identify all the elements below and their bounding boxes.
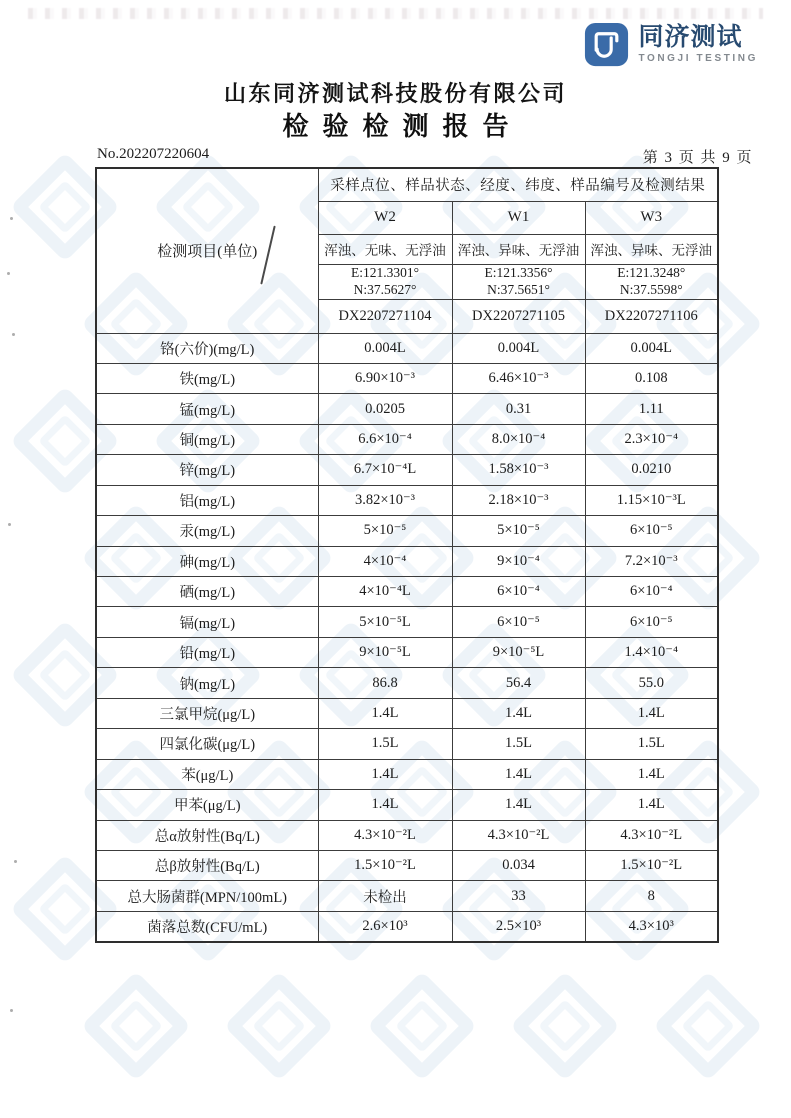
meta-row	[97, 146, 753, 166]
table-row	[96, 698, 718, 728]
table-row	[96, 516, 718, 546]
result-value: 6×10⁻⁵	[585, 607, 718, 637]
table-row	[96, 759, 718, 789]
report-number: No.202207220604	[97, 146, 210, 162]
tongji-logo-icon	[584, 22, 629, 67]
column-id: W1	[452, 201, 585, 234]
result-value: 未检出	[318, 881, 452, 911]
result-value: 33	[452, 881, 585, 911]
sample-state: 浑浊、异味、无浮油	[452, 234, 585, 264]
corner-cell	[96, 168, 318, 333]
result-value: 6.90×10⁻³	[318, 363, 452, 393]
sample-number: DX2207271104	[318, 299, 452, 333]
result-value: 8	[585, 881, 718, 911]
sample-coordinates	[452, 264, 585, 299]
span-header: 采样点位、样品状态、经度、纬度、样品编号及检测结果	[318, 168, 718, 201]
result-value: 6.7×10⁻⁴L	[318, 455, 452, 485]
column-id: W2	[318, 201, 452, 234]
table-row	[96, 820, 718, 850]
result-value: 1.5×10⁻²L	[585, 850, 718, 880]
result-value: 1.4L	[318, 790, 452, 820]
result-value: 6.46×10⁻³	[452, 363, 585, 393]
param-name: 铁(mg/L)	[96, 363, 318, 393]
latitude: N:37.5598°	[619, 281, 683, 297]
result-value: 0.31	[452, 394, 585, 424]
table-row	[96, 607, 718, 637]
result-value: 56.4	[452, 668, 585, 698]
result-value: 1.5×10⁻²L	[318, 850, 452, 880]
result-value: 0.0210	[585, 455, 718, 485]
result-value: 2.18×10⁻³	[452, 485, 585, 515]
scan-speck	[14, 860, 17, 863]
param-name: 苯(μg/L)	[96, 759, 318, 789]
result-value: 1.4L	[318, 759, 452, 789]
result-value: 5×10⁻⁵L	[318, 607, 452, 637]
result-value: 1.4L	[585, 759, 718, 789]
param-name: 四氯化碳(μg/L)	[96, 729, 318, 759]
tongji-logo	[584, 22, 758, 67]
table-row	[96, 424, 718, 454]
sample-coordinates	[585, 264, 718, 299]
result-value: 1.4L	[585, 790, 718, 820]
longitude: E:121.3356°	[484, 265, 553, 281]
table-row	[96, 546, 718, 576]
param-name: 砷(mg/L)	[96, 546, 318, 576]
result-value: 4.3×10³	[585, 911, 718, 941]
result-value: 1.4L	[452, 698, 585, 728]
param-name: 三氯甲烷(μg/L)	[96, 698, 318, 728]
result-value: 6×10⁻⁵	[585, 516, 718, 546]
logo-brand-en: TONGJI TESTING	[638, 53, 758, 64]
result-value: 1.5L	[318, 729, 452, 759]
result-value: 1.58×10⁻³	[452, 455, 585, 485]
result-value: 1.4L	[585, 698, 718, 728]
table-row	[96, 790, 718, 820]
scan-noise-strip	[28, 8, 763, 19]
table-row	[96, 668, 718, 698]
result-value: 6.6×10⁻⁴	[318, 424, 452, 454]
scan-speck	[7, 272, 10, 275]
slash-mark	[260, 226, 275, 285]
result-value: 0.034	[452, 850, 585, 880]
latitude: N:37.5627°	[353, 281, 417, 297]
result-value: 4×10⁻⁴	[318, 546, 452, 576]
param-name: 铝(mg/L)	[96, 485, 318, 515]
result-value: 0.004L	[318, 333, 452, 363]
company-name: 山东同济测试科技股份有限公司	[223, 81, 567, 106]
watermark-diamond	[367, 971, 477, 1081]
param-name: 硒(mg/L)	[96, 577, 318, 607]
page-indicator: 第 3 页 共 9 页	[642, 150, 753, 166]
result-value: 3.82×10⁻³	[318, 485, 452, 515]
corner-label: 检测项目(单位)	[157, 244, 258, 261]
param-name: 总β放射性(Bq/L)	[96, 850, 318, 880]
param-name: 甲苯(μg/L)	[96, 790, 318, 820]
table-row	[96, 485, 718, 515]
watermark-diamond	[510, 971, 620, 1081]
result-value: 2.6×10³	[318, 911, 452, 941]
results-table	[95, 167, 719, 943]
result-value: 0.004L	[452, 333, 585, 363]
result-value: 6×10⁻⁴	[452, 577, 585, 607]
result-value: 5×10⁻⁵	[318, 516, 452, 546]
table-row	[96, 333, 718, 363]
result-value: 5×10⁻⁵	[452, 516, 585, 546]
sample-state: 浑浊、无味、无浮油	[318, 234, 452, 264]
scan-speck	[10, 217, 13, 220]
table-row	[96, 394, 718, 424]
report-title: 检验检测报告	[282, 112, 523, 141]
param-name: 汞(mg/L)	[96, 516, 318, 546]
scan-speck	[12, 333, 15, 336]
param-name: 锌(mg/L)	[96, 455, 318, 485]
result-value: 0.108	[585, 363, 718, 393]
result-value: 9×10⁻⁵L	[318, 637, 452, 667]
column-id: W3	[585, 201, 718, 234]
result-value: 9×10⁻⁵L	[452, 637, 585, 667]
table-row	[96, 455, 718, 485]
param-name: 铜(mg/L)	[96, 424, 318, 454]
logo-brand-cn: 同济测试	[638, 23, 743, 51]
sample-number: DX2207271106	[585, 299, 718, 333]
scan-speck	[10, 1009, 13, 1012]
result-value: 6×10⁻⁴	[585, 577, 718, 607]
result-value: 4.3×10⁻²L	[585, 820, 718, 850]
scan-speck	[8, 523, 11, 526]
result-value: 86.8	[318, 668, 452, 698]
table-row	[96, 363, 718, 393]
result-value: 7.2×10⁻³	[585, 546, 718, 576]
result-value: 2.5×10³	[452, 911, 585, 941]
table-row	[96, 881, 718, 911]
result-value: 0.0205	[318, 394, 452, 424]
result-value: 8.0×10⁻⁴	[452, 424, 585, 454]
sample-number: DX2207271105	[452, 299, 585, 333]
result-value: 0.004L	[585, 333, 718, 363]
result-value: 4.3×10⁻²L	[318, 820, 452, 850]
result-value: 4×10⁻⁴L	[318, 577, 452, 607]
param-name: 钠(mg/L)	[96, 668, 318, 698]
logo-text	[638, 25, 758, 64]
result-value: 55.0	[585, 668, 718, 698]
param-name: 铬(六价)(mg/L)	[96, 333, 318, 363]
watermark-diamond	[81, 971, 191, 1081]
table-header	[96, 168, 718, 333]
result-value: 1.11	[585, 394, 718, 424]
param-name: 铅(mg/L)	[96, 637, 318, 667]
param-name: 锰(mg/L)	[96, 394, 318, 424]
result-value: 6×10⁻⁵	[452, 607, 585, 637]
latitude: N:37.5651°	[487, 281, 550, 297]
result-value: 9×10⁻⁴	[452, 546, 585, 576]
table-row	[96, 637, 718, 667]
table-row	[96, 911, 718, 941]
result-value: 2.3×10⁻⁴	[585, 424, 718, 454]
result-value: 1.4L	[452, 759, 585, 789]
watermark-diamond	[653, 971, 763, 1081]
table-body	[96, 333, 718, 942]
result-value: 1.4×10⁻⁴	[585, 637, 718, 667]
longitude: E:121.3248°	[617, 265, 686, 281]
sample-state: 浑浊、异味、无浮油	[585, 234, 718, 264]
result-value: 1.4L	[318, 698, 452, 728]
sample-coordinates	[318, 264, 452, 299]
table-row	[96, 729, 718, 759]
param-name: 镉(mg/L)	[96, 607, 318, 637]
result-value: 1.4L	[452, 790, 585, 820]
table-row	[96, 577, 718, 607]
result-value: 1.15×10⁻³L	[585, 485, 718, 515]
param-name: 总α放射性(Bq/L)	[96, 820, 318, 850]
result-value: 1.5L	[452, 729, 585, 759]
longitude: E:121.3301°	[350, 265, 420, 281]
result-value: 4.3×10⁻²L	[452, 820, 585, 850]
result-value: 1.5L	[585, 729, 718, 759]
param-name: 菌落总数(CFU/mL)	[96, 911, 318, 941]
watermark-diamond	[224, 971, 334, 1081]
table-row	[96, 850, 718, 880]
param-name: 总大肠菌群(MPN/100mL)	[96, 881, 318, 911]
